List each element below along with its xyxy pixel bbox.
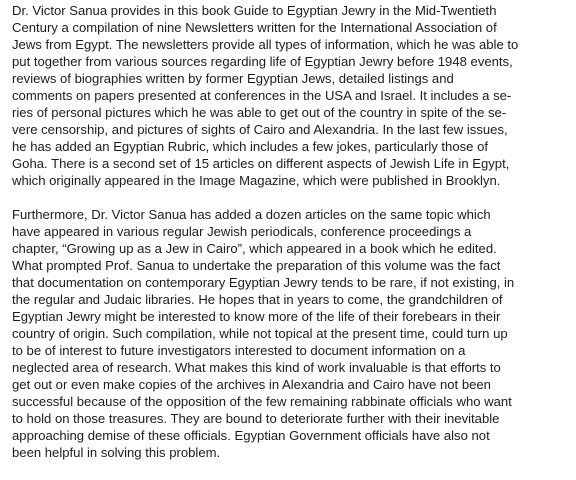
paragraph-2: [12, 206, 569, 462]
text-line: put together from various sources regarding life of Egyptian Jewry before 1948 events,: [12, 54, 513, 70]
document-body: [12, 2, 569, 461]
paragraph-1: [12, 2, 569, 190]
text-line: the regular and Judaic libraries. He hopes that in years to come, the grandchildren of: [12, 291, 503, 307]
text-line: he has added an Egyptian Rubric, which includes a few jokes, particularly those of: [12, 139, 489, 155]
text-line: have appeared in various regular Jewish periodicals, conference proceedings a: [12, 223, 472, 239]
text-line: What prompted Prof. Sanua to undertake the preparation of this volume was the fact: [12, 257, 501, 273]
text-line: vere censorship, and pictures of sights of Cairo and Alexandria. In the last few issues,: [12, 122, 508, 138]
text-line: get out or even make copies of the archives in Alexandria and Cairo have not been: [12, 376, 491, 392]
text-line: chapter, “Growing up as a Jew in Cairo”, which appeared in a book which he edited.: [12, 240, 497, 256]
paragraph-gap: [12, 190, 569, 206]
text-line: Jews from Egypt. The newsletters provide all types of information, which he was able to: [12, 37, 519, 53]
text-line: that documentation on contemporary Egyptian Jewry tends to be rare, if not existing, in: [12, 274, 515, 290]
text-line: Goha. There is a second set of 15 articles on different aspects of Jewish Life in Egypt,: [12, 156, 510, 172]
text-line: ries of personal pictures which he was able to get out of the country in spite of the se-: [12, 105, 507, 121]
text-line: reviews of biographies written by former Egyptian Jews, detailed listings and: [12, 71, 454, 87]
text-line: successful because of the opposition of the few remaining rabbinate officials who want: [12, 394, 512, 410]
text-line: Egyptian Jewry might be interested to know more of the life of their forebears in their: [12, 308, 501, 324]
text-line: to hold on those treasures. They are bound to deteriorate further with their inevitable: [12, 411, 500, 427]
text-line: been helpful in solving this problem.: [12, 445, 221, 461]
text-line: comments on papers presented at conferences in the USA and Israel. It includes a se-: [12, 88, 512, 104]
text-line: Furthermore, Dr. Victor Sanua has added a dozen articles on the same topic which: [12, 206, 491, 222]
text-line: which originally appeared in the Image Magazine, which were published in Brooklyn.: [12, 173, 501, 189]
text-line: to be of interest to future investigators interested to document information on a: [12, 342, 466, 358]
text-line: Dr. Victor Sanua provides in this book Guide to Egyptian Jewry in the Mid-Twentieth: [12, 3, 497, 18]
text-line: neglected area of research. What makes this kind of work invaluable is that efforts to: [12, 359, 501, 375]
text-line: country of origin. Such compilation, while not topical at the present time, could turn up: [12, 325, 508, 341]
text-line: Century a compilation of nine Newsletters written for the International Association of: [12, 20, 497, 36]
text-line: approaching demise of these officials. Egyptian Government officials have also not: [12, 428, 490, 444]
